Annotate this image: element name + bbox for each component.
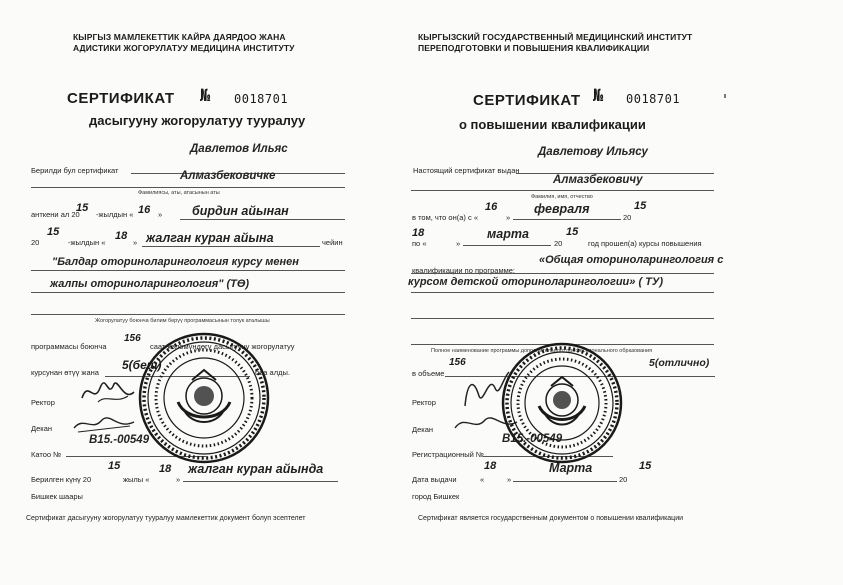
month-to-handwritten: марта [487, 227, 529, 241]
program-caption: Полное наименование программы дополнительного профессионального образования [431, 348, 653, 354]
grade-handwritten: 5(беш) [122, 358, 162, 372]
issued-label: Берилди бул сертификат [31, 166, 119, 175]
to-prefix: 20 [31, 238, 40, 247]
year-to-handwritten: 15 [47, 226, 60, 238]
number-sign: № [593, 86, 604, 106]
year-label: 20 [623, 213, 632, 222]
fio-caption: Фамилиясы, аты, атасынын аты [138, 190, 220, 196]
registration-handwritten: В15.-00549 [89, 434, 150, 446]
registration-label: Катоо № [31, 450, 62, 459]
org-name-line2: ПЕРЕПОДГОТОВКИ И ПОВЫШЕНИЯ КВАЛИФИКАЦИИ [418, 43, 650, 53]
holder-name-handwritten: Давлетов Ильяс [190, 143, 288, 155]
grade-label: баа алды. [255, 368, 290, 377]
patronymic-line [31, 187, 345, 188]
hours-label2: саат көлөмүндөгү дасыгууну жогорулатуу [150, 342, 295, 351]
day-to-handwritten: 18 [412, 227, 425, 239]
month-to-handwritten: жалган куран айына [146, 231, 274, 245]
year-from-handwritten: 15 [76, 202, 89, 214]
month-to-line [463, 245, 551, 246]
year-from-handwritten: 15 [634, 200, 647, 212]
scan-artifact [724, 94, 726, 98]
program-handwritten-line1: "Балдар оториноларингология курсу менен [52, 256, 299, 268]
date-mid: жылы « [123, 475, 150, 484]
day-to-handwritten: 18 [115, 230, 128, 242]
month-to-line [142, 246, 320, 247]
program-handwritten-line2: курсом детской оториноларингологии» ( ТУ) [408, 276, 664, 288]
month-from-handwritten: февраля [534, 202, 590, 216]
footer-note: Сертификат дасыгууну жогорулатуу тууралуу мамлекеттик документ болуп эсептелет [26, 515, 306, 522]
date-month-line [183, 481, 338, 482]
date-year-handwritten: 15 [108, 460, 121, 472]
issued-label: Настоящий сертификат выдан [413, 166, 520, 175]
from-label: в том, что он(а) с « [412, 213, 478, 222]
dean-signature-icon [70, 410, 138, 436]
day-from-handwritten: 16 [138, 204, 151, 216]
org-name-line1: КЫРГЫЗСКИЙ ГОСУДАРСТВЕННЫЙ МЕДИЦИНСКИЙ ИНСТИТУТ [418, 32, 693, 42]
city-label: город Бишкек [412, 492, 460, 501]
holder-patronymic-handwritten: Алмазбековичу [553, 174, 643, 186]
certificate-number: 0018701 [626, 92, 681, 106]
month-from-line [180, 219, 345, 220]
volume-label: в объеме [412, 369, 445, 378]
date-month-line [513, 481, 617, 482]
program-handwritten-line1: «Общая оториноларингология с [539, 254, 724, 266]
rector-signature-icon [78, 374, 138, 408]
passed-label: год прошел(а) курсы повышения [588, 239, 702, 248]
date-day-handwritten: 18 [159, 463, 172, 475]
program-handwritten-line2: жалпы оториноларингология" (ТӨ) [50, 278, 250, 290]
program-line1 [31, 270, 345, 271]
date-label: Берилген күнү 20 [31, 475, 92, 484]
date-year-handwritten: 15 [639, 460, 652, 472]
date-year-label: 20 [619, 475, 628, 484]
city-label: Бишкек шаары [31, 492, 83, 501]
date-month-handwritten: Марта [549, 461, 593, 475]
program-line1 [411, 273, 714, 274]
rector-label: Ректор [31, 398, 55, 407]
program-label: квалификации по программе: [412, 266, 516, 275]
from-label: анткени ал 20 [31, 210, 80, 219]
to-mid: » [456, 239, 461, 248]
dean-label: Декан [31, 424, 53, 433]
date-day-handwritten: 18 [484, 460, 497, 472]
holder-patronymic-handwritten: Алмазбековичке [180, 170, 276, 182]
certificate-number: 0018701 [234, 92, 289, 106]
grade-handwritten: 5(отлично) [649, 357, 710, 369]
registration-handwritten: В15.-00549 [502, 433, 563, 445]
dean-label: Декан [412, 425, 434, 434]
certificate-russian-side [408, 0, 842, 585]
patronymic-line [411, 190, 714, 191]
date-label: Дата выдачи [412, 475, 457, 484]
certificate-subtitle: дасыгууну жогорулатуу тууралуу [89, 113, 306, 128]
until-label: чейин [322, 238, 343, 247]
holder-name-handwritten: Давлетову Ильясу [538, 146, 648, 158]
rector-label: Ректор [412, 398, 436, 407]
certificate-kyrgyz-side [0, 0, 421, 585]
date-close: » [507, 475, 512, 484]
registration-label: Регистрационный № [412, 450, 484, 459]
org-name-line1: КЫРГЫЗ МАМЛЕКЕТТИК КАЙРА ДАЯРДОО ЖАНА [73, 32, 286, 42]
program-line3 [411, 318, 714, 319]
program-line3 [31, 314, 345, 315]
hours-handwritten: 156 [449, 357, 466, 368]
hours-handwritten: 156 [124, 333, 141, 344]
program-line2 [411, 292, 714, 293]
to-label: по « [412, 239, 427, 248]
certificate-subtitle: о повышении квалификации [459, 117, 646, 132]
day-from-close: » [158, 210, 163, 219]
footer-note: Сертификат является государственным документом о повышении квалификации [418, 515, 684, 522]
certificate-title: СЕРТИФИКАТ [473, 92, 581, 109]
date-month-handwritten: жалган куран айында [188, 462, 324, 476]
program-line2 [31, 292, 345, 293]
date-open: « [480, 475, 485, 484]
day-to-close: » [133, 238, 138, 247]
program-caption: Жогорулатуу боюнча билим берүү программасынын толук аталышы [95, 318, 270, 324]
hours-label: программасы боюнча [31, 342, 107, 351]
number-sign: № [200, 86, 211, 106]
month-from-line [513, 219, 621, 220]
to-year: 20 [554, 239, 563, 248]
date-close: » [176, 475, 181, 484]
month-from-handwritten: бирдин айынан [192, 204, 289, 218]
from-mid: » [506, 213, 511, 222]
year-to-handwritten: 15 [566, 226, 579, 238]
certificate-title: СЕРТИФИКАТ [67, 90, 175, 107]
fio-caption: Фамилия, имя, отчество [531, 194, 593, 200]
year-to-suffix: -жылдын « [68, 238, 106, 247]
official-seal-icon [499, 340, 625, 466]
day-from-handwritten: 16 [485, 201, 498, 213]
official-seal-icon [136, 330, 272, 466]
org-name-line2: АДИСТИКИ ЖОГОРУЛАТУУ МЕДИЦИНА ИНСТИТУТУ [73, 43, 295, 53]
course-label: курсунан өтүү жана [31, 368, 99, 377]
year-from-suffix: -жылдын « [96, 210, 134, 219]
